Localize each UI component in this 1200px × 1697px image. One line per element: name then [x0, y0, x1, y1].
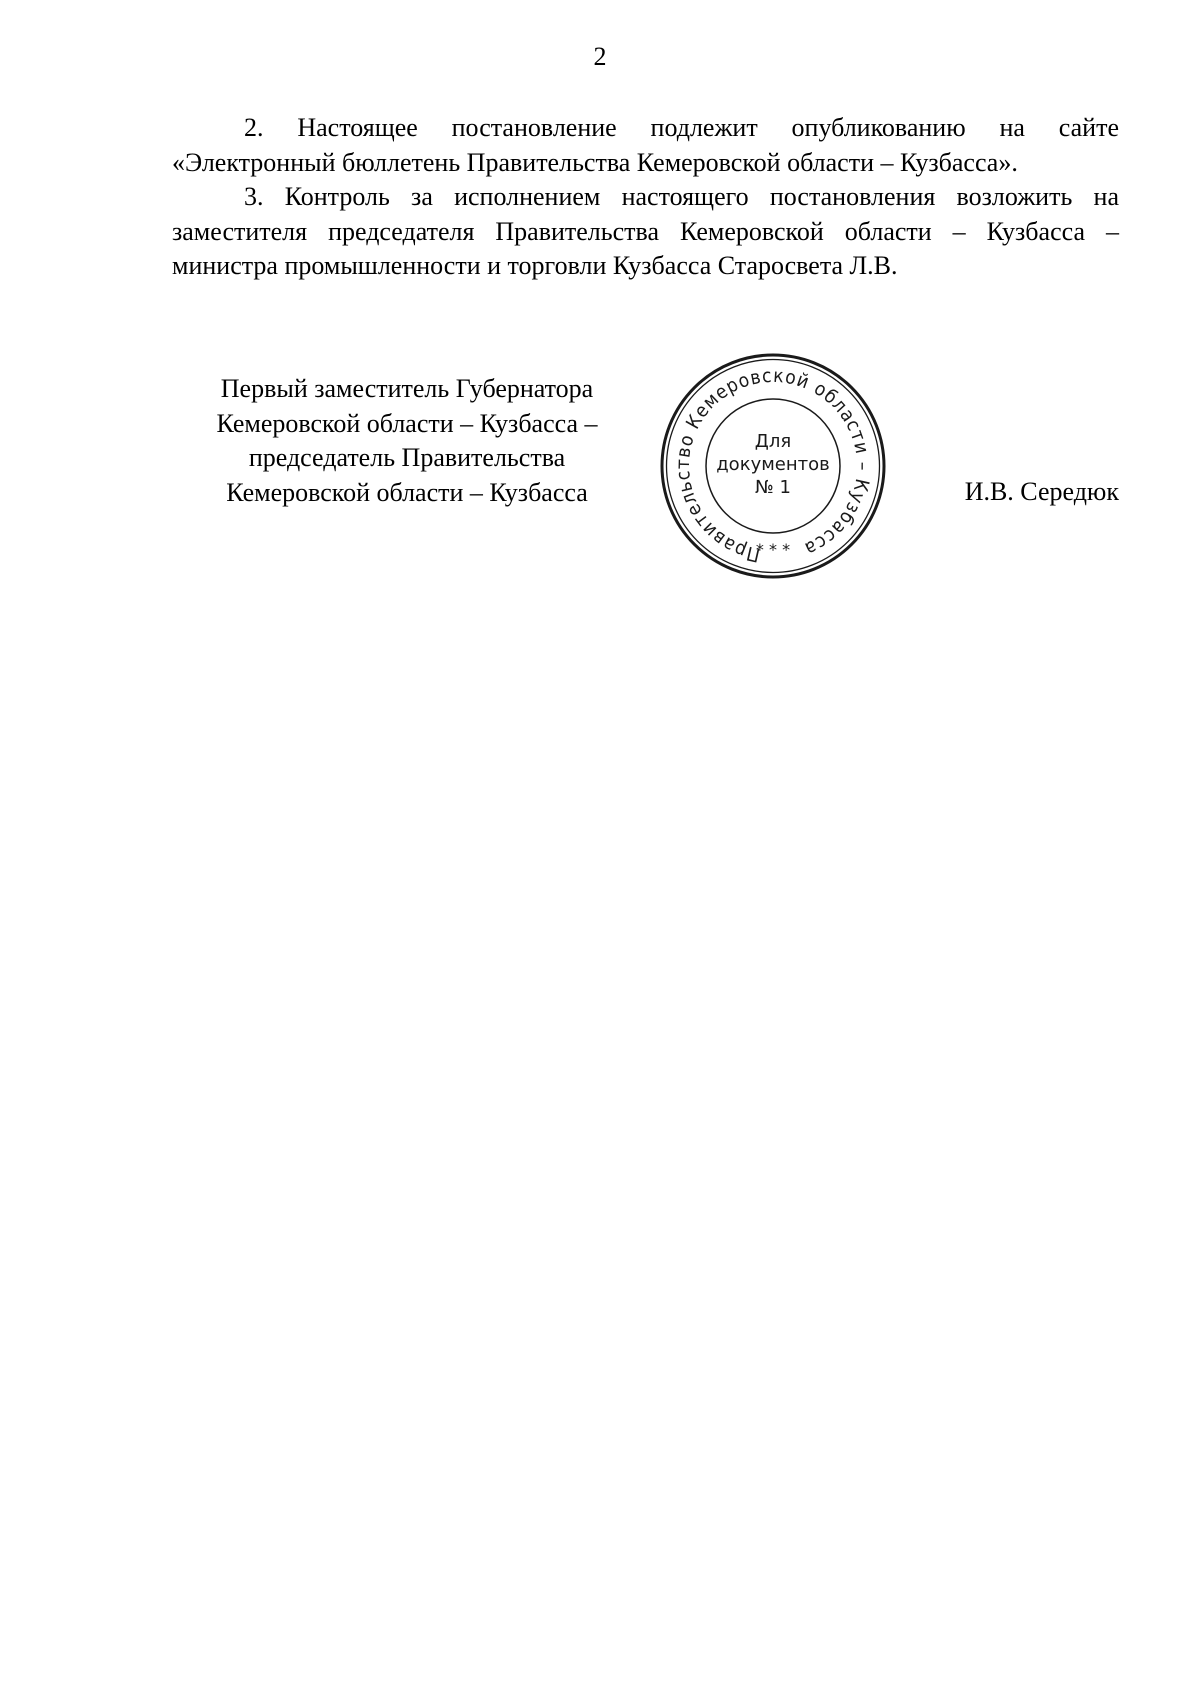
position-line: председатель Правительства	[248, 443, 566, 472]
seal-center-line: Для	[754, 431, 792, 452]
signatory-position	[172, 372, 642, 510]
position-line: Кемеровской области – Кузбасса –	[216, 408, 598, 438]
document-body	[172, 111, 1119, 284]
seal-center-line: № 1	[755, 477, 791, 498]
seal-center-line: документов	[716, 454, 830, 475]
position-line: Кемеровской области – Кузбасса	[226, 477, 588, 507]
seal-stars: * * *	[755, 540, 791, 559]
official-seal-stamp	[659, 352, 887, 580]
page-number: 2	[593, 42, 607, 71]
paragraph-control: 3. Контроль за исполнением настоящего постановления возложить на заместителя председателя Правительства Кемеровской области – Кузбасса – министра промышленности и торговли Кузбасса Старосвета Л.В.	[172, 182, 1119, 280]
position-line: Первый заместитель Губернатора	[220, 374, 594, 403]
seal-ring-text: Правительство Кемеровской области – Кузбасса	[671, 364, 875, 566]
signer-name: И.В. Середюк	[964, 477, 1119, 506]
seal-icon	[659, 352, 887, 580]
paragraph-publication: 2. Настоящее постановление подлежит опубликованию на сайте «Электронный бюллетень Правительства Кемеровской области – Кузбасса».	[172, 113, 1119, 177]
